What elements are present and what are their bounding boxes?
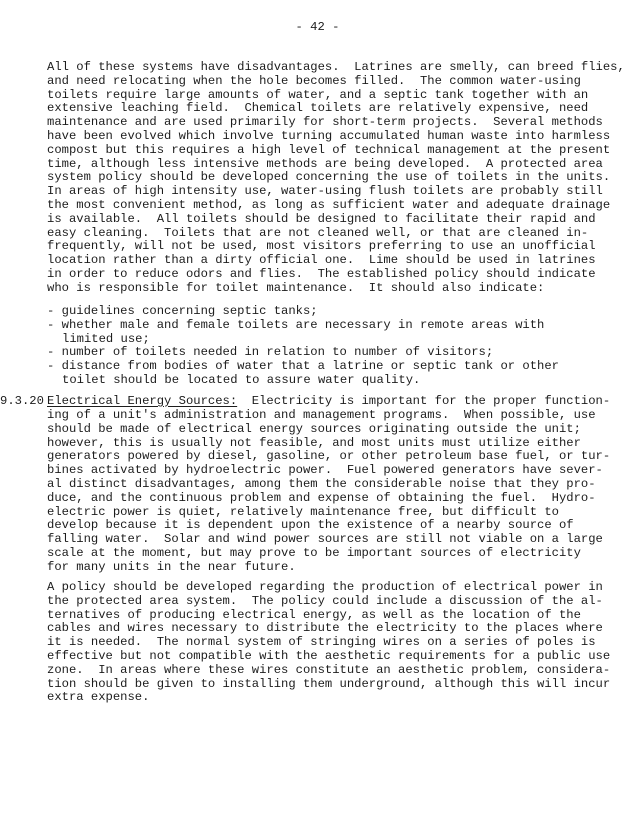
text-line: zone. In areas where these wires constitute an aesthetic problem, considera- [47,662,611,677]
bullet-line: - distance from bodies of water that a latrine or septic tank or other [47,359,559,374]
paragraph-toilets [47,61,625,296]
text-line: develop because it is dependent upon the existence of a nearby source of [47,518,574,533]
bullet-item [47,319,559,347]
text-line: time, although less intensive methods are being developed. A protected area [47,156,603,171]
section-number: 9.3.20 [0,394,44,408]
text-line: electric power is quiet, relatively maintenance free, but difficult to [47,504,559,519]
text-line: however, this is usually not feasible, and most units must utilize either [47,435,581,450]
text-line: cables and wires necessary to distribute the electricity to the places where [47,621,603,636]
text-line: the protected area system. The policy could include a discussion of the al- [47,593,603,608]
text-line: system policy should be developed concerning the use of toilets in the units. [47,170,611,185]
text-line: for many units in the near future. [47,559,296,574]
text-line: bines activated by hydroelectric power. Fuel powered generators have sever- [47,463,603,478]
text-line: it is needed. The normal system of stringing wires on a series of poles is [47,635,596,650]
text-line: al distinct disadvantages, among them the considerable noise that they pro- [47,476,596,491]
text-line: and need relocating when the hole becomes filled. The common water-using [47,73,581,88]
section-heading: Electrical Energy Sources: [47,394,238,408]
text-line: ternatives of producing electrical energy, as well as the location of the [47,607,581,622]
text-line: scale at the moment, but may prove to be important sources of electricity [47,545,581,560]
text-line: extensive leaching field. Chemical toilets are relatively expensive, need [47,101,589,116]
text-line: duce, and the continuous problem and expense of obtaining the fuel. Hydro- [47,490,596,505]
bullet-line: toilet should be located to assure water quality. [62,372,421,387]
bullet-line: limited use; [62,331,150,346]
text-line: toilets require large amounts of water, and a septic tank together with an [47,87,589,102]
bullet-item [47,346,559,360]
text-line: who is responsible for toilet maintenance. It should also indicate: [47,280,545,295]
bullet-line: - number of toilets needed in relation to number of visitors; [47,345,494,360]
text-line: ing of a unit's administration and management programs. When possible, use [47,408,596,422]
text-line: have been evolved which involve turning accumulated human waste into harmless [47,128,611,143]
text-line: is available. All toilets should be designed to facilitate their rapid and [47,211,596,226]
bullet-list [47,305,559,388]
bullet-line: - guidelines concerning septic tanks; [47,304,318,318]
bullet-line: - whether male and female toilets are necessary in remote areas with [47,317,545,332]
text-line: tion should be given to installing them underground, although this will incur [47,676,611,691]
text-line: location rather than a dirty official one. Lime should be used in latrines [47,253,596,268]
paragraph-policy [47,581,610,705]
text-line: falling water. Solar and wind power sources are still not viable on a large [47,532,603,547]
text-line: All of these systems have disadvantages. Latrines are smelly, can breed flies, [47,60,625,74]
text-line: maintenance and are used primarily for short-term projects. Several methods [47,115,603,130]
bullet-item [47,360,559,388]
text-line: In areas of high intensity use, water-using flush toilets are probably still [47,184,603,199]
text-line: compost but this requires a high level of technical management at the present [47,142,611,157]
text-line: generators powered by diesel, gasoline, or other petroleum base fuel, or tur- [47,449,611,464]
text-line: the most convenient method, as long as sufficient water and adequate drainage [47,197,611,212]
text-line: effective but not compatible with the aesthetic requirements for a public use [47,648,611,663]
text-line: in order to reduce odors and flies. The established policy should indicate [47,266,596,281]
paragraph-electricity [47,409,610,575]
text-line: A policy should be developed regarding the production of electrical power in [47,580,603,594]
text-line: frequently, will not be used, most visitors preferring to use an unofficial [47,239,596,254]
page-number: - 42 - [295,20,340,34]
bullet-item [47,305,559,319]
text-line: extra expense. [47,690,150,705]
section-first-line: Electricity is important for the proper function- [237,394,611,408]
text-line: should be made of electrical energy sources originating outside the unit; [47,421,581,436]
text-line: easy cleaning. Toilets that are not cleaned well, or that are cleaned in- [47,225,589,240]
section-heading-line [47,395,610,409]
